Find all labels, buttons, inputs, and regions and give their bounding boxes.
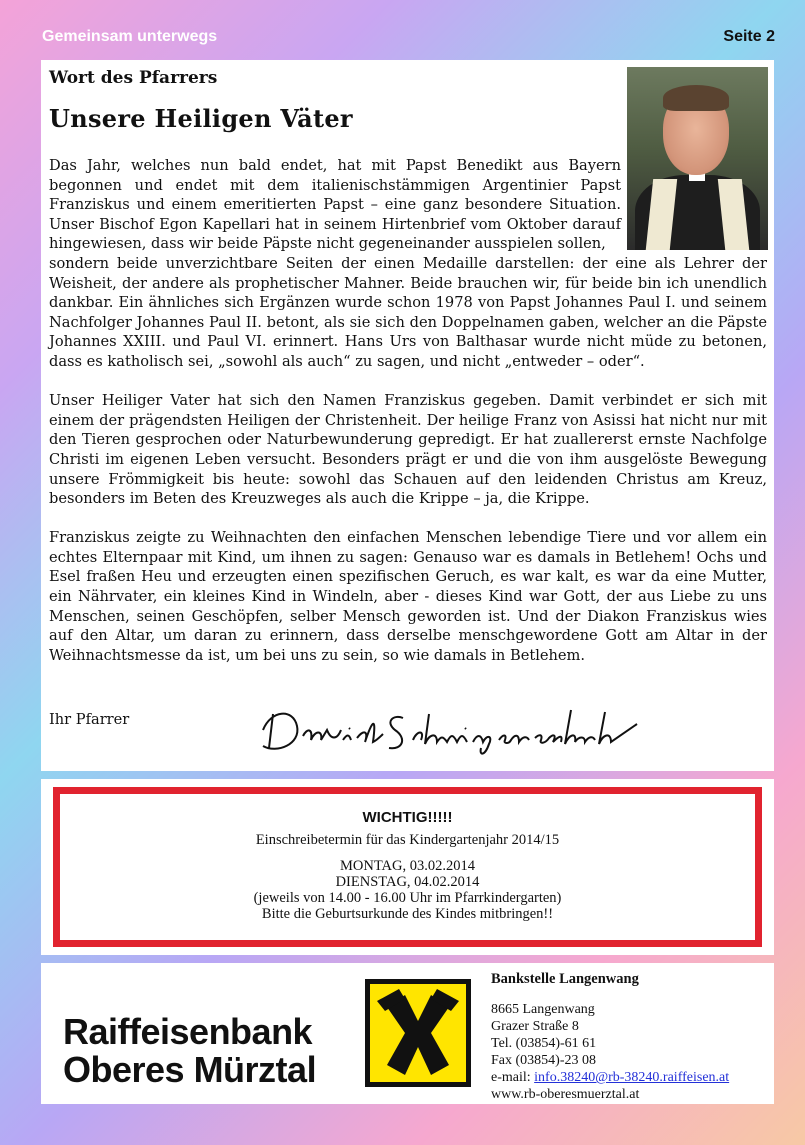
email-link[interactable]: info.38240@rb-38240.raiffeisen.at xyxy=(534,1070,730,1085)
kindergarten-notice xyxy=(41,779,774,955)
article-paragraph-1: Das Jahr, welches nun bald endet, hat mit Papst Benedikt aus Bayern begonnen und endet mit dem italienischstämmigen Argentinier Papst Franziskus und einem emeritierten Papst – eine ganz besondere Situation. Unser Bischof Egon Kapellari hat in seinem Hirtenbrief vom Oktober darauf hingewiesen, dass wir beide Päpste nicht gegeneinander ausspielen sollen, xyxy=(49,157,621,253)
branch-postcode: 8665 Langenwang xyxy=(491,1002,595,1017)
notice-registration-line: Einschreibetermin für das Kindergartenjahr 2014/15 xyxy=(255,832,560,848)
notice-time: (jeweils von 14.00 - 16.00 Uhr im Pfarrkindergarten) xyxy=(253,890,562,906)
bank-advert xyxy=(41,963,774,1104)
raiffeisen-logo-icon xyxy=(365,979,471,1087)
notice-instruction: Bitte die Geburtsurkunde des Kindes mitbringen!! xyxy=(261,906,554,922)
notice-date-monday: MONTAG, 03.02.2014 xyxy=(340,858,475,874)
article-paragraph-1-continued: sondern beide unverzichtbare Seiten der einen Medaille darstellen: der eine als Lehrer der Weisheit, der andere als prophetischer Mahner. Beide brauchen wir, für beide bin ich unendlich dankbar. Ein ähnliches sich Ergänzen wurde schon 1978 von Papst Johannes Paul I. und seinem Nachfolger Johannes Paul II. betont, als sie sich den Doppelnamen gaben, welcher an die Päpste Johannes XXIII. und Paul VI. erinnert. Hans Urs von Balthasar wurde nicht müde zu betonen, dass es katholisch sei, „sowohl als auch“ zu sagen, und nicht „entweder – oder“. xyxy=(49,254,767,370)
branch-street: Grazer Straße 8 xyxy=(491,1019,579,1034)
notice-date-tuesday: DIENSTAG, 04.02.2014 xyxy=(335,874,480,890)
pastor-signature xyxy=(253,700,643,758)
page-number: Seite 2 xyxy=(723,28,775,45)
article-body xyxy=(49,156,767,685)
notice-frame xyxy=(53,787,762,947)
newsletter-title: Gemeinsam unterwegs xyxy=(42,28,218,45)
article-kicker: Wort des Pfarrers xyxy=(49,68,218,88)
pastor-article xyxy=(41,60,774,771)
branch-email-row xyxy=(491,1069,729,1086)
branch-website[interactable]: www.rb-oberesmuerztal.at xyxy=(491,1087,640,1102)
email-label: e-mail: xyxy=(491,1070,535,1085)
branch-fax: Fax (03854)-23 08 xyxy=(491,1053,596,1068)
article-title: Unsere Heiligen Väter xyxy=(49,104,353,133)
branch-phone: Tel. (03854)-61 61 xyxy=(491,1036,597,1051)
article-paragraph-3: Franziskus zeigte zu Weihnachten den einfachen Menschen lebendige Tiere und vor allem ein echtes Elternpaar mit Kind, um ihnen zu sagen: Genauso war es damals in Betlehem! Ochs und Esel fraßen Heu und erzeugten einen spezifischen Geruch, es war kalt, es war da eine Mutter, ein Nährvater, ein kleines Kind in Windeln, aber - dieses Kind war Gott, der aus Liebe zu uns Menschen, seinen Geschöpfen, selber Mensch geworden ist. Und der Diakon Franziskus wies auf den Altar, um daran zu erinnern, dass derselbe menschgewordene Gott am Altar in der Weihnachtsmesse da ist, um bei uns zu sein, so wie damals in Betlehem. xyxy=(49,529,767,664)
branch-title: Bankstelle Langenwang xyxy=(491,971,639,987)
article-paragraph-2: Unser Heiliger Vater hat sich den Namen Franziskus gegeben. Damit verbindet er sich mit einem der prägendsten Heiligen der Christenheit. Der heilige Franz von Asissi hat nicht nur mit den Tieren gesprochen oder Naturbewunderung gepredigt. Er hat zuallererst ernste Nachfolge Christi im eigenen Leben versucht. Besonders prägt er und die von ihm ausgelöste Bewegung unsere Frömmigkeit bis heute: sowohl das Schauen auf den leidenden Christus am Kreuz, besonders im Beten des Kreuzweges als auch die Krippe – ja, die Krippe. xyxy=(49,392,767,508)
branch-contact xyxy=(491,971,729,1103)
notice-title: WICHTIG!!!!! xyxy=(362,809,453,826)
bank-name: Raiffeisenbank Oberes Mürztal xyxy=(63,1011,317,1090)
signoff-text: Ihr Pfarrer xyxy=(49,711,130,728)
